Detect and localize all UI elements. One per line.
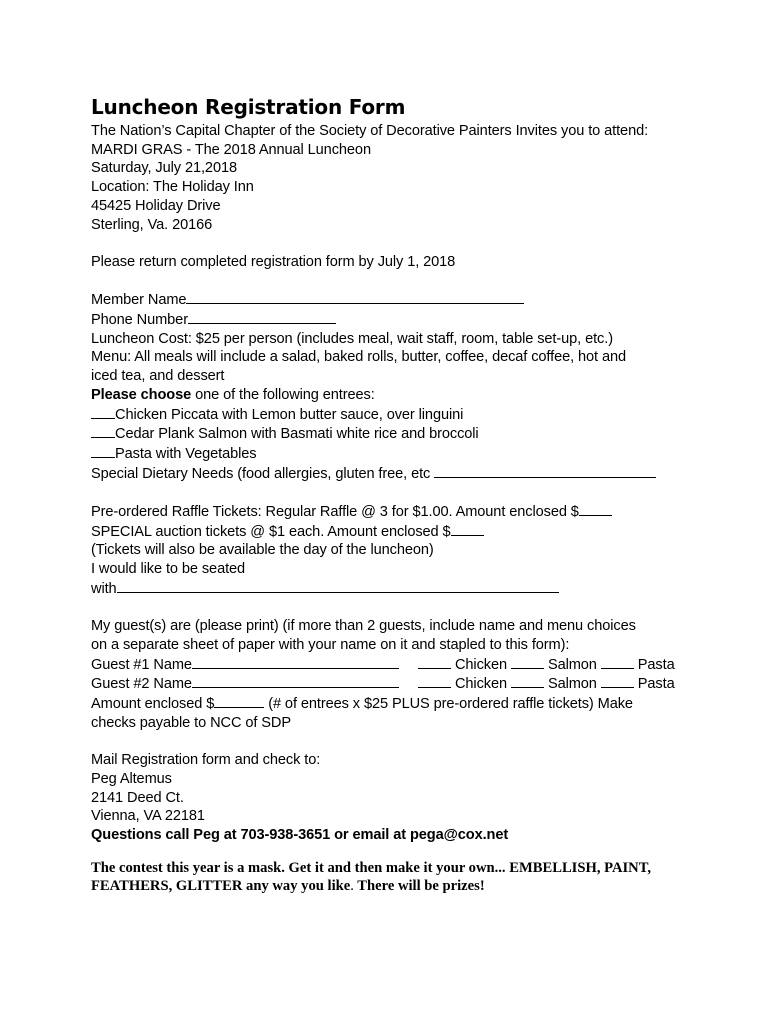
guest-1-pasta-label: Pasta [637, 656, 675, 673]
regular-raffle-row [91, 502, 691, 522]
guest-2-chicken-label: Chicken [454, 676, 507, 693]
contest-line-2-end: There will be prizes! [353, 877, 485, 894]
guest-1-name-field[interactable] [192, 655, 399, 669]
address-line-2: Sterling, Va. 20166 [91, 216, 213, 233]
event-date: Saturday, July 21,2018 [91, 160, 237, 177]
dietary-needs-field[interactable] [434, 464, 656, 478]
amount-enclosed-note: (# of entrees x $25 PLUS pre-ordered raffle tickets) Make [264, 696, 633, 713]
checks-payable: checks payable to NCC of SDP [91, 714, 291, 731]
guest-1-row [91, 655, 691, 675]
address-line-1: 45425 Holiday Drive [91, 197, 221, 214]
special-auction-row [91, 522, 691, 542]
entree-chicken-label: Chicken Piccata with Lemon butter sauce, over linguini [115, 406, 464, 423]
tickets-note: (Tickets will also be available the day of the luncheon) [91, 542, 434, 559]
entree-option-chicken [91, 405, 691, 425]
event-name: MARDI GRAS - The 2018 Annual Luncheon [91, 141, 371, 158]
seating-row [91, 579, 691, 599]
amount-enclosed-field[interactable] [214, 694, 264, 708]
phone-number-label: Phone Number [91, 312, 188, 328]
member-name-label: Member Name [91, 292, 187, 309]
phone-number-row [91, 310, 691, 330]
guest-2-pasta-field[interactable] [601, 674, 634, 688]
regular-raffle-label: Pre-ordered Raffle Tickets: Regular Raffle @ 3 for $1.00. Amount enclosed $ [91, 504, 579, 521]
entree-option-pasta [91, 444, 691, 464]
page-title: Luncheon Registration Form [91, 95, 406, 119]
contest-line-2 [91, 877, 691, 895]
guest-1-salmon-field[interactable] [511, 655, 544, 669]
return-deadline: Please return completed registration form by July 1, 2018 [91, 253, 456, 270]
guest-1-label: Guest #1 Name [91, 656, 192, 673]
choose-instructions [91, 386, 691, 405]
amount-enclosed-label: Amount enclosed $ [91, 696, 215, 713]
contest-period: . [350, 877, 354, 894]
invite-text: The Nation’s Capital Chapter of the Society of Decorative Painters Invites you to attend: [91, 123, 649, 139]
guest-1-chicken-label: Chicken [454, 656, 507, 673]
mail-name: Peg Altemus [91, 770, 172, 787]
guest-1-salmon-label: Salmon [547, 656, 597, 673]
regular-raffle-amount-field[interactable] [579, 502, 612, 516]
contest-line-2-bold: FEATHERS, GLITTER any way you like [91, 877, 351, 894]
entree-pasta-field[interactable] [91, 444, 115, 458]
entree-salmon-field[interactable] [91, 424, 115, 438]
member-name-field[interactable] [186, 290, 524, 304]
guest-2-salmon-field[interactable] [511, 674, 544, 688]
guest-instructions-2: on a separate sheet of paper with your name on it and stapled to this form): [91, 636, 570, 653]
seating-with-field[interactable] [117, 579, 559, 593]
mail-heading: Mail Registration form and check to: [91, 752, 321, 769]
guest-2-label: Guest #2 Name [91, 676, 192, 693]
guest-2-row [91, 674, 691, 694]
guest-2-pasta-label: Pasta [637, 676, 675, 693]
menu-line-1: Menu: All meals will include a salad, baked rolls, butter, coffee, decaf coffee, hot and [91, 349, 627, 366]
questions-contact: Questions call Peg at 703-938-3651 or email at pega@cox.net [91, 826, 509, 843]
entree-salmon-label: Cedar Plank Salmon with Basmati white rice and broccoli [115, 426, 479, 443]
member-name-row [91, 290, 691, 310]
event-location: Location: The Holiday Inn [91, 179, 254, 196]
seating-with-label: with [91, 580, 117, 597]
choose-label-rest: one of the following entrees: [191, 386, 375, 403]
choose-label-bold: Please choose [91, 386, 192, 403]
guest-2-name-field[interactable] [192, 674, 399, 688]
luncheon-cost: Luncheon Cost: $25 per person (includes meal, wait staff, room, table set-up, etc.) [91, 330, 613, 347]
entree-pasta-label: Pasta with Vegetables [115, 445, 257, 462]
amount-enclosed-row [91, 694, 691, 714]
dietary-needs-row [91, 464, 691, 484]
registration-form [91, 94, 691, 895]
guest-instructions-1: My guest(s) are (please print) (if more than 2 guests, include name and menu choices [91, 618, 636, 635]
guest-2-chicken-field[interactable] [418, 674, 451, 688]
special-auction-amount-field[interactable] [451, 522, 484, 536]
guest-1-chicken-field[interactable] [418, 655, 451, 669]
entree-option-salmon [91, 424, 691, 444]
entree-chicken-field[interactable] [91, 405, 115, 419]
seating-label: I would like to be seated [91, 561, 246, 578]
mail-street: 2141 Deed Ct. [91, 789, 184, 806]
dietary-needs-label: Special Dietary Needs (food allergies, gluten free, etc [91, 465, 435, 482]
contest-line-1: The contest this year is a mask. Get it and then make it your own... EMBELLISH, PAINT, [91, 859, 652, 876]
phone-number-field[interactable] [188, 310, 336, 324]
guest-1-pasta-field[interactable] [601, 655, 634, 669]
guest-2-salmon-label: Salmon [547, 676, 597, 693]
special-auction-label: SPECIAL auction tickets @ $1 each. Amount enclosed $ [91, 523, 451, 540]
menu-line-2: iced tea, and dessert [91, 368, 225, 385]
mail-city: Vienna, VA 22181 [91, 808, 205, 825]
